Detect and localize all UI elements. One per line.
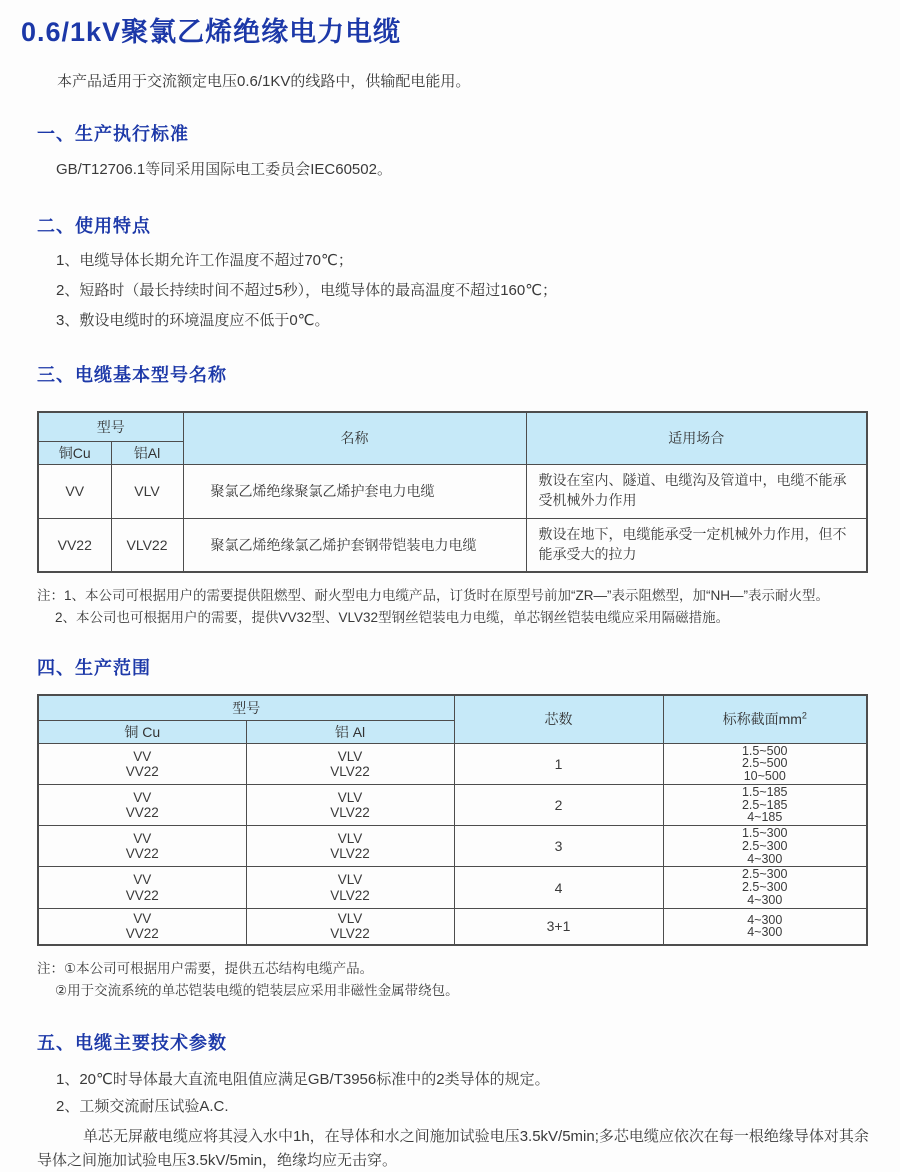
model-line: VV — [133, 789, 152, 805]
section-production-standard — [37, 120, 870, 179]
size-line: 2.5~300 — [741, 880, 788, 895]
range-table-notes — [37, 959, 870, 1000]
t1-cell-usage: 敷设在室内、隧道、电缆沟及管道中，电缆不能承受机械外力作用 — [526, 464, 867, 518]
table-row — [38, 743, 867, 784]
model-line: VLV22 — [330, 926, 370, 942]
section-model-names — [37, 361, 870, 627]
section-production-range — [37, 654, 870, 1000]
page-title: 0.6/1kV聚氯乙烯绝缘电力电缆 — [21, 17, 402, 47]
section-usage-features — [37, 212, 870, 330]
table-row — [38, 826, 867, 867]
model-line: VV — [133, 911, 152, 927]
model-line: VLV — [337, 831, 363, 847]
tech-item: 1、20℃时导体最大直流电阻值应满足GB/T3956标准中的2类导体的规定。 — [56, 1071, 550, 1089]
t2-cell-cu — [38, 784, 246, 825]
note-line: 注：1、本公司可根据用户的需要提供阻燃型、耐火型电力电缆产品，订货时在原型号前加“ZR—”表示阻燃型，加“NH—”表示耐火型。 — [37, 588, 829, 603]
model-line: VV22 — [125, 926, 159, 942]
size-line: 2.5~300 — [741, 867, 788, 882]
t2-cell-cores: 2 — [454, 784, 663, 825]
t2-cell-cores: 4 — [454, 867, 663, 908]
section-heading: 三、电缆基本型号名称 — [37, 365, 227, 385]
t1-header-cu: 铜Cu — [38, 441, 111, 464]
size-line: 2.5~185 — [741, 797, 788, 812]
model-line: VLV22 — [330, 763, 370, 779]
model-line: VLV — [337, 911, 363, 927]
t2-header-model: 型号 — [38, 695, 454, 720]
feature-item: 3、敷设电缆时的环境温度应不低于0℃。 — [56, 312, 330, 329]
t1-header-model: 型号 — [38, 412, 183, 441]
t1-cell-al: VLV — [111, 464, 183, 518]
model-line: VV — [133, 872, 152, 888]
t2-cell-sizes — [663, 826, 867, 867]
section-superscript: 2 — [801, 710, 807, 721]
t2-cell-sizes — [663, 867, 867, 908]
t1-cell-name: 聚氯乙烯绝缘聚氯乙烯护套电力电缆 — [183, 464, 526, 518]
model-line: VV22 — [125, 887, 159, 903]
t1-cell-usage: 敷设在地下，电缆能承受一定机械外力作用，但不能承受大的拉力 — [526, 518, 867, 572]
t1-cell-cu: VV — [38, 464, 111, 518]
tech-paragraph: 单芯无屏蔽电缆应将其浸入水中1h，在导体和水之间施加试验电压3.5kV/5min;多芯电缆应依次在每一根绝缘导体对其余导体之间施加试验电压3.5kV/5min，绝缘均应无击穿。 — [37, 1128, 869, 1169]
section-technical-parameters — [37, 1029, 870, 1172]
section-heading: 五、电缆主要技术参数 — [37, 1033, 227, 1054]
table-row — [38, 784, 867, 825]
t1-header-usage: 适用场合 — [526, 412, 867, 464]
t1-cell-name: 聚氯乙烯绝缘氯乙烯护套钢带铠装电力电缆 — [183, 518, 526, 572]
model-line: VV — [133, 748, 152, 764]
model-line: VLV22 — [330, 805, 370, 820]
size-line: 1.5~500 — [741, 743, 788, 758]
model-line: VLV22 — [330, 846, 370, 862]
t2-cell-al — [246, 743, 454, 784]
model-table-notes — [37, 586, 870, 627]
table-row — [38, 464, 867, 518]
model-line: VV22 — [125, 805, 159, 820]
size-line: 10~500 — [743, 769, 786, 784]
note-line: 2、本公司也可根据用户的需要，提供VV32型、VLV32型钢丝铠装电力电缆，单芯钢丝铠装电缆应采用隔磁措施。 — [55, 609, 730, 625]
note-line: 注：①本公司可根据用户需要，提供五芯结构电缆产品。 — [37, 961, 374, 977]
size-line: 4~300 — [747, 912, 783, 927]
t2-cell-cu — [38, 908, 246, 945]
intro-paragraph: 本产品适用于交流额定电压0.6/1KV的线路中，供输配电能用。 — [57, 73, 471, 90]
t1-cell-cu: VV22 — [38, 518, 111, 572]
model-line: VLV22 — [330, 887, 370, 903]
t2-cell-cores: 3 — [454, 826, 663, 867]
section-label: 标称截面mm — [722, 711, 802, 728]
model-line: VV — [133, 831, 152, 847]
t2-cell-cu — [38, 867, 246, 908]
t2-cell-al — [246, 867, 454, 908]
section-heading: 一、生产执行标准 — [37, 124, 189, 144]
model-line: VLV — [337, 748, 363, 764]
tech-item: 2、工频交流耐压试验A.C. — [56, 1098, 229, 1116]
production-range-table — [37, 694, 868, 946]
table-row — [38, 518, 867, 572]
table-row — [38, 908, 867, 945]
t2-header-al: 铝 Al — [246, 720, 454, 743]
model-name-table — [37, 411, 868, 573]
t2-cell-al — [246, 784, 454, 825]
t2-cell-sizes — [663, 784, 867, 825]
t2-header-cu: 铜 Cu — [38, 720, 246, 743]
t2-header-cores: 芯数 — [454, 695, 663, 743]
model-line: VLV — [337, 789, 363, 805]
t2-cell-al — [246, 908, 454, 945]
t2-cell-al — [246, 826, 454, 867]
t2-cell-cores: 1 — [454, 743, 663, 784]
t2-cell-sizes — [663, 908, 867, 945]
section-heading: 二、使用特点 — [37, 216, 151, 236]
t1-header-al: 铝Al — [111, 441, 183, 464]
size-line: 4~300 — [747, 925, 783, 940]
size-line: 1.5~300 — [741, 826, 788, 841]
t2-cell-sizes — [663, 743, 867, 784]
note-line: ②用于交流系统的单芯铠装电缆的铠装层应采用非磁性金属带绕包。 — [55, 982, 459, 998]
feature-item: 2、短路时（最长持续时间不超过5秒），电缆导体的最高温度不超过160℃； — [56, 282, 558, 299]
t1-cell-al: VLV22 — [111, 518, 183, 572]
model-line: VV22 — [125, 846, 159, 862]
size-line: 4~185 — [747, 810, 783, 825]
section-heading: 四、生产范围 — [37, 658, 151, 679]
feature-item: 1、电缆导体长期允许工作温度不超过70℃； — [56, 252, 353, 269]
t2-cell-cu — [38, 826, 246, 867]
table-row — [38, 867, 867, 908]
t2-header-section — [663, 695, 867, 743]
size-line: 2.5~500 — [741, 756, 788, 771]
model-line: VLV — [337, 872, 363, 888]
standard-text: GB/T12706.1等同采用国际电工委员会IEC60502。 — [56, 161, 392, 178]
t1-header-name: 名称 — [183, 412, 526, 464]
t2-cell-cu — [38, 743, 246, 784]
size-line: 4~300 — [747, 851, 783, 866]
t2-cell-cores: 3+1 — [454, 908, 663, 945]
size-line: 1.5~185 — [741, 784, 788, 799]
model-line: VV22 — [125, 763, 159, 779]
size-line: 4~300 — [747, 892, 783, 907]
size-line: 2.5~300 — [741, 838, 788, 853]
